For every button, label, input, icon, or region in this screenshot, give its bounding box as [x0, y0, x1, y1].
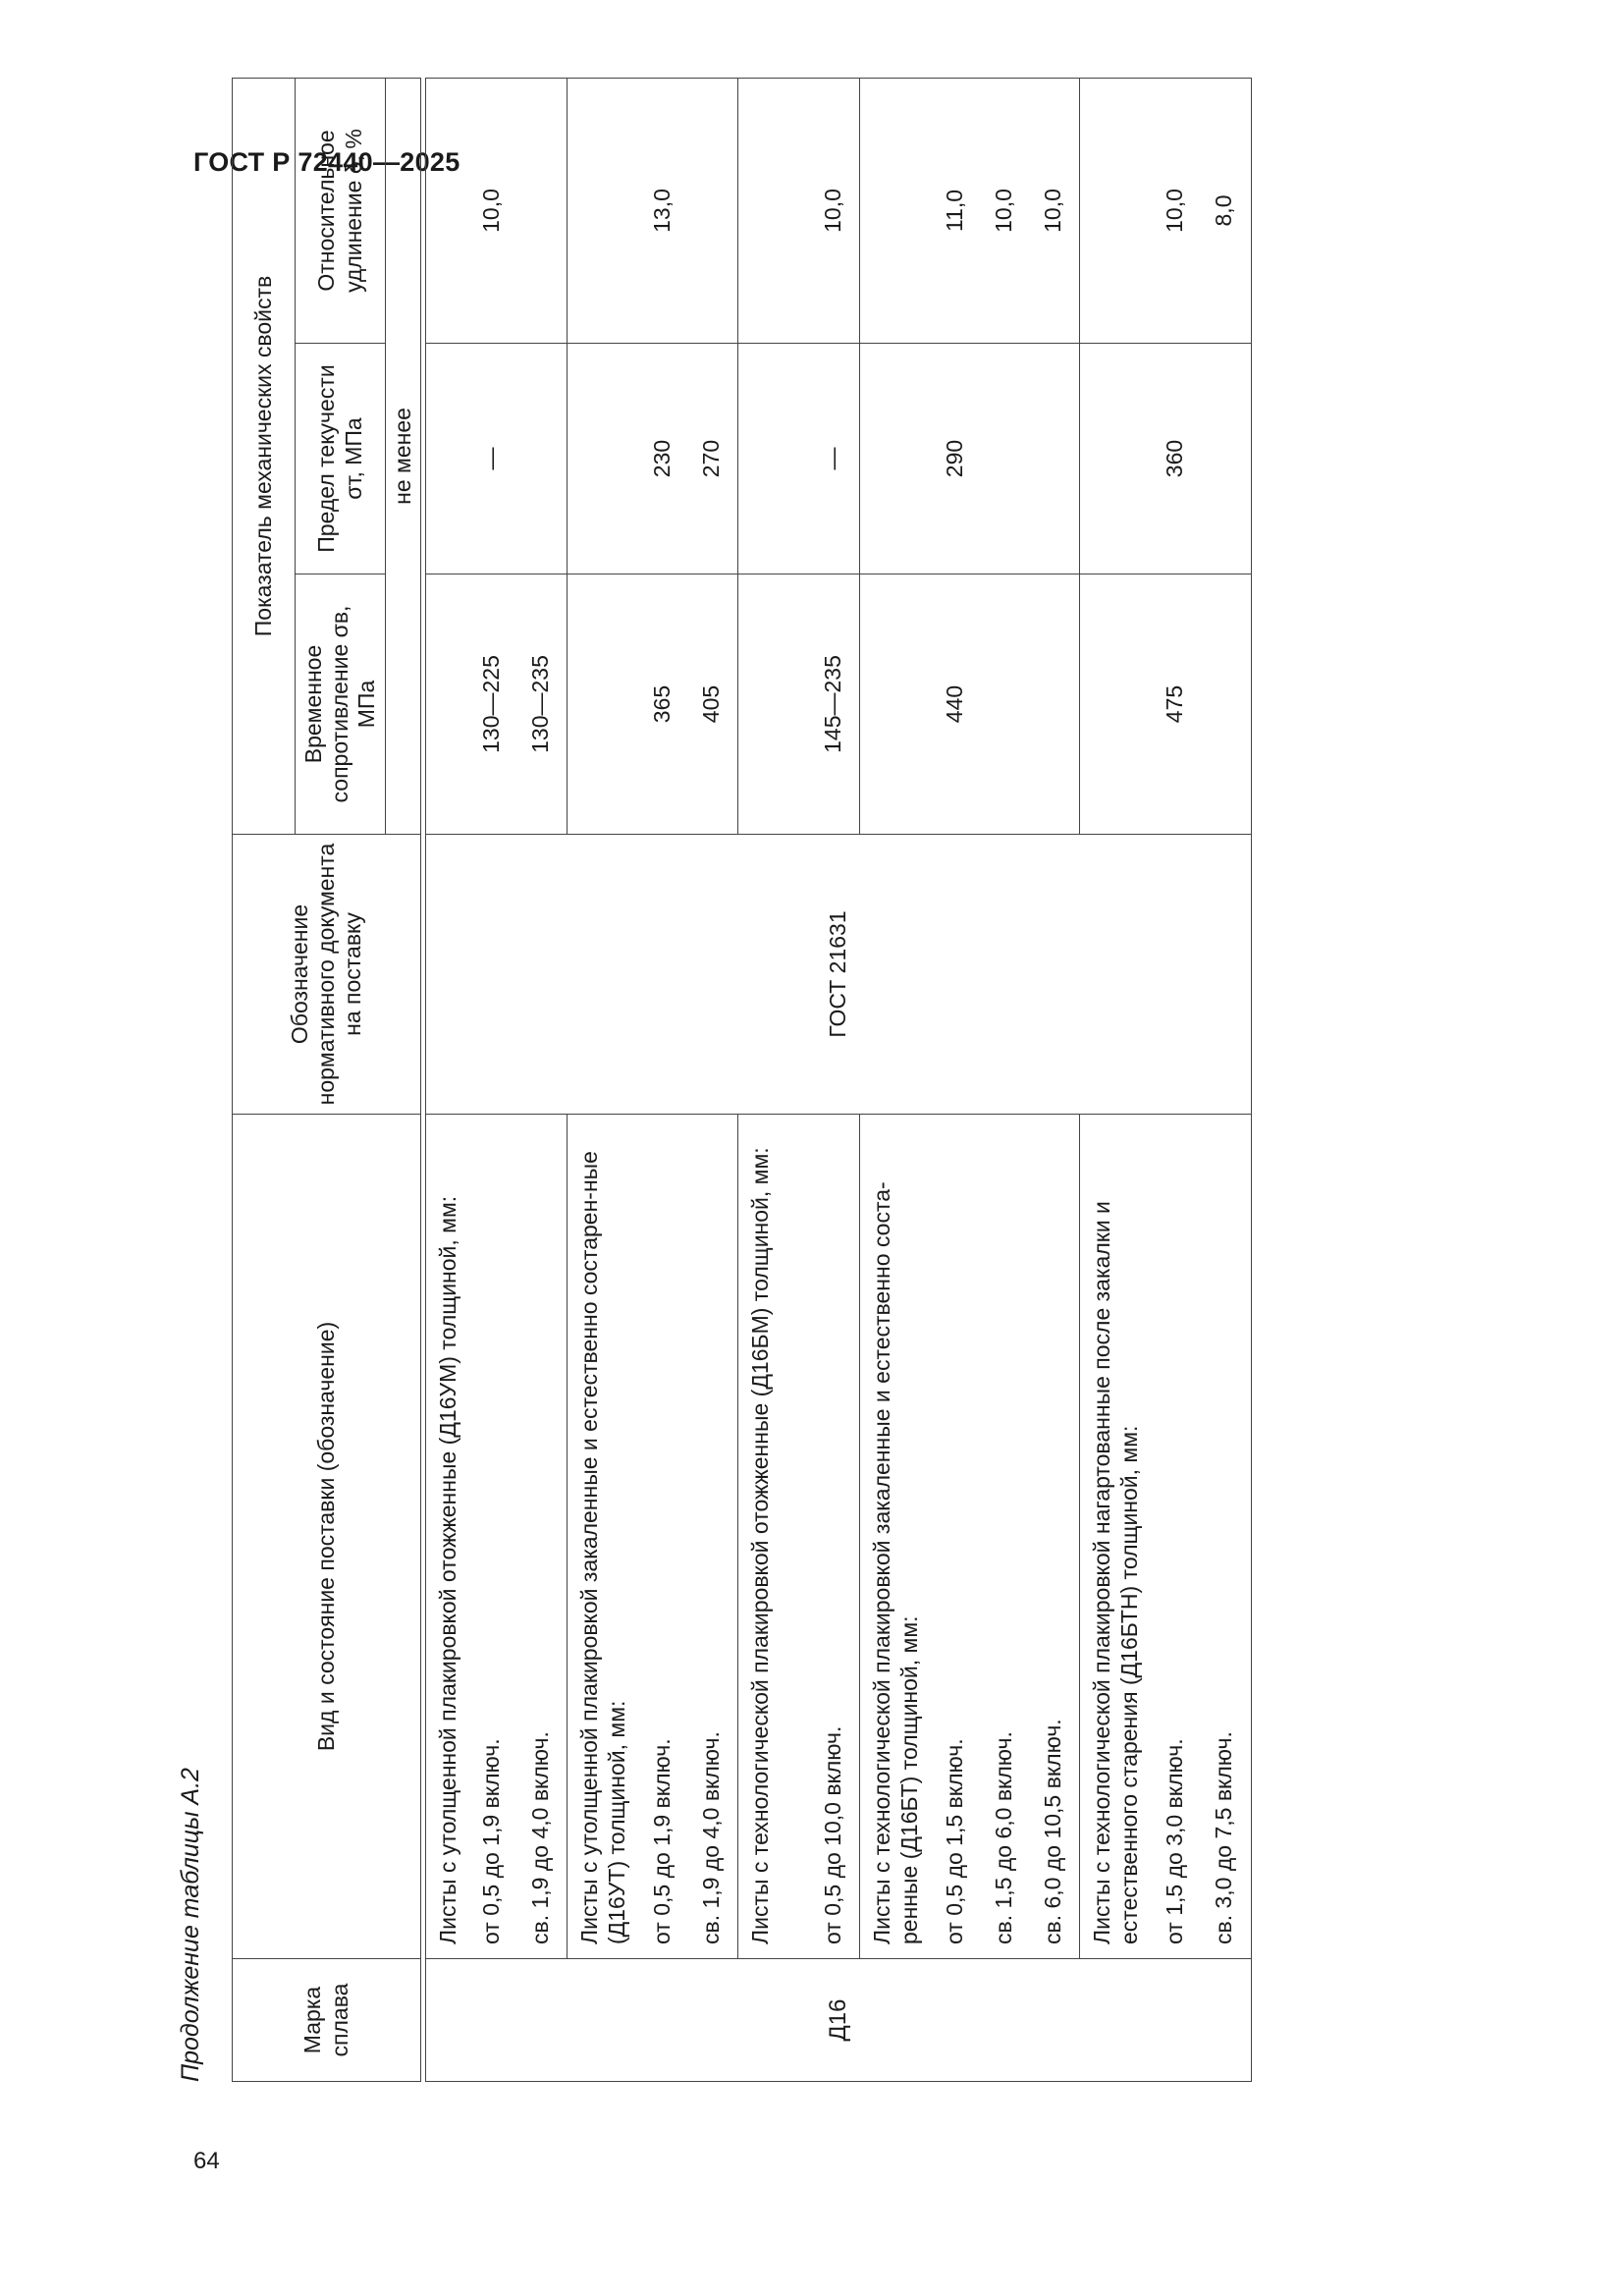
tensile-value: 405	[689, 574, 738, 834]
thickness-range: от 0,5 до 10,0 включ.	[811, 1115, 860, 1958]
thickness-range: св. 1,5 до 6,0 включ.	[991, 1731, 1017, 1944]
yield-value	[1031, 344, 1080, 574]
yield-value: 230	[649, 439, 676, 478]
yield-value: —	[478, 447, 505, 470]
tensile-value	[982, 574, 1031, 834]
grade-cell: Д16	[426, 1959, 1252, 2082]
header-normdoc: Обозначение нормативного документа на поставку	[233, 835, 421, 1115]
thickness-range: от 0,5 до 1,9 включ.	[649, 1738, 676, 1944]
page-number: 64	[193, 2148, 220, 2174]
group-spacer	[426, 344, 469, 574]
yield-value: —	[811, 344, 860, 574]
elongation-value: 11,0	[942, 189, 968, 233]
tensile-value: 440	[942, 684, 968, 724]
header-tensile: Временное сопротивление σв, МПа	[296, 574, 386, 835]
header-yield: Предел текучести σт, МПа	[296, 344, 386, 574]
thickness-range: св. 6,0 до 10,5 включ.	[1031, 1115, 1080, 1958]
elongation-value: 10,0	[1031, 79, 1080, 343]
group-spacer	[426, 574, 469, 834]
group-spacer	[568, 574, 640, 834]
tensile-value: 130—225	[478, 655, 505, 753]
group-title: Листы с технологической плакировкой нагартованные после закалки и естественного старения (Д16БТН) толщиной, мм:	[1089, 1201, 1142, 1944]
group-title: Листы с технологической плакировкой закаленные и естественно соста-ренные (Д16БТ) толщиной, мм:	[869, 1181, 922, 1944]
elongation-value	[689, 79, 738, 343]
header-grade: Марка сплава	[233, 1959, 421, 2082]
header-supply: Вид и состояние поставки (обозначение)	[233, 1115, 421, 1959]
document-code: ГОСТ Р 72440—2025	[193, 147, 460, 177]
yield-value: 270	[689, 344, 738, 574]
yield-value	[982, 344, 1031, 574]
header-elongation: Относительное удлинение δ, %	[296, 78, 386, 343]
group-spacer	[1080, 79, 1153, 343]
yield-value	[518, 344, 568, 574]
yield-value: 360	[1162, 439, 1188, 478]
group-spacer	[738, 79, 811, 343]
header-min-note: не менее	[386, 78, 421, 834]
group-spacer	[860, 79, 933, 343]
properties-table	[232, 78, 1252, 2082]
group-spacer	[860, 344, 933, 574]
group-spacer	[738, 344, 811, 574]
thickness-range: св. 1,9 до 4,0 включ.	[518, 1115, 568, 1958]
thickness-range: от 0,5 до 1,9 включ.	[478, 1738, 505, 1944]
tensile-value: 145—235	[811, 574, 860, 834]
group-title: Листы с технологической плакировкой отожженные (Д16БМ) толщиной, мм:	[747, 1147, 774, 1944]
elongation-value: 10,0	[811, 79, 860, 343]
tensile-value	[1031, 574, 1080, 834]
group-spacer	[738, 574, 811, 834]
table-continuation-label: Продолжение таблицы А.2	[177, 1768, 204, 2082]
thickness-range: от 1,5 до 3,0 включ.	[1162, 1738, 1188, 1944]
elongation-value: 10,0	[478, 189, 505, 233]
elongation-value: 10,0	[1162, 189, 1188, 233]
yield-value: 290	[942, 439, 968, 478]
elongation-value	[518, 79, 568, 343]
thickness-range: св. 3,0 до 7,5 включ.	[1211, 1731, 1237, 1944]
supply-column	[426, 1115, 1252, 1959]
elongation-value: 13,0	[649, 189, 676, 233]
group-spacer	[426, 79, 469, 343]
tensile-value: 130—235	[518, 574, 568, 834]
group-spacer	[568, 79, 640, 343]
rotated-table-block	[177, 79, 1257, 2141]
group-spacer	[860, 574, 933, 834]
group-spacer	[1080, 574, 1153, 834]
elongation-value: 10,0	[991, 189, 1017, 233]
tensile-value	[1202, 574, 1251, 834]
normdoc-cell: ГОСТ 21631	[426, 835, 1252, 1115]
tensile-column	[426, 574, 1252, 835]
yield-value	[1202, 344, 1251, 574]
thickness-range: св. 1,9 до 4,0 включ.	[689, 1115, 738, 1958]
tensile-value: 475	[1162, 684, 1188, 724]
elongation-value: 8,0	[1211, 194, 1237, 227]
tensile-value: 365	[649, 684, 676, 724]
group-title: Листы с утолщенной плакировкой отожженные (Д16УМ) толщиной, мм:	[435, 1195, 461, 1944]
group-spacer	[568, 344, 640, 574]
group-title: Листы с утолщенной плакировкой закаленные и естественно состарен-ные (Д16УТ) толщиной, мм:	[576, 1151, 629, 1944]
elongation-column	[426, 78, 1252, 343]
group-spacer	[1080, 344, 1153, 574]
header-mech-group: Показатель механических свойств	[233, 78, 296, 834]
yield-column	[426, 344, 1252, 574]
thickness-range: от 0,5 до 1,5 включ.	[942, 1738, 968, 1944]
